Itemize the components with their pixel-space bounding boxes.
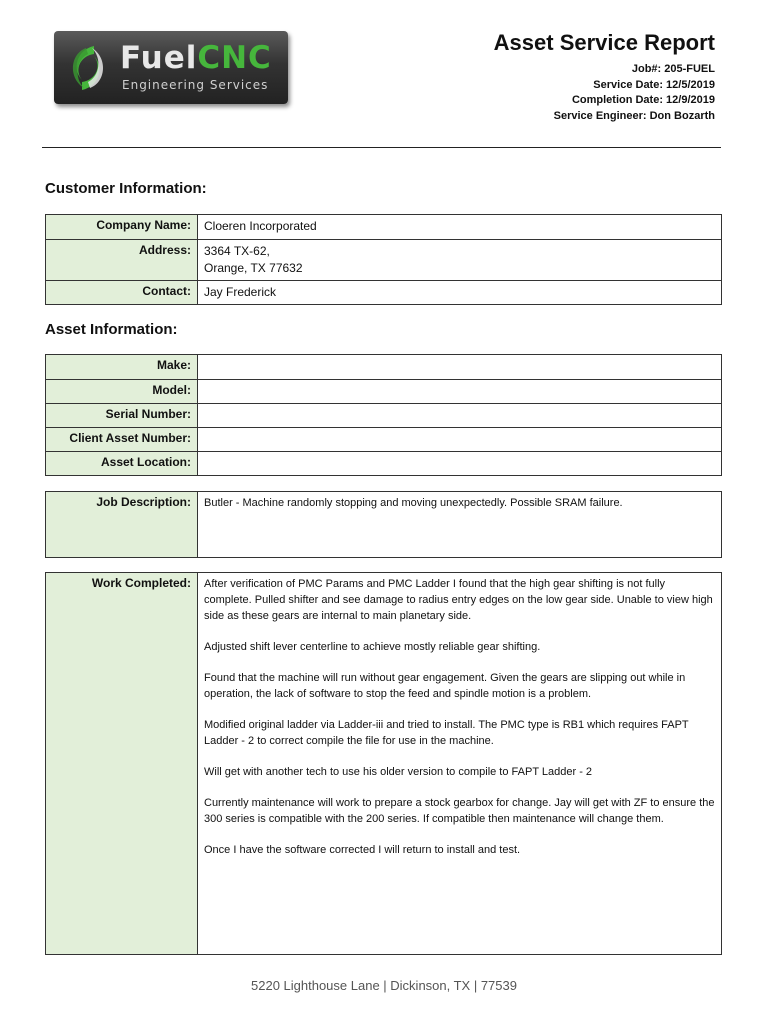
header-divider bbox=[42, 147, 721, 148]
model-value bbox=[198, 380, 722, 404]
work-completed-table bbox=[45, 572, 722, 955]
address-label: Address: bbox=[46, 240, 198, 281]
address-value bbox=[198, 240, 722, 281]
asset-location-value bbox=[198, 452, 722, 476]
footer-address: 5220 Lighthouse Lane | Dickinson, TX | 77539 bbox=[251, 978, 517, 993]
table-row bbox=[46, 452, 722, 476]
work-paragraph: Currently maintenance will work to prepare a stock gearbox for change. Jay will get with ZF to ensure the 300 series is compatible with the 200 series. If compatible then maintenance will change them. bbox=[204, 797, 715, 825]
service-engineer: Service Engineer: Don Bozarth bbox=[553, 109, 715, 122]
logo-brand bbox=[120, 40, 272, 76]
address-line-1: 3364 TX-62, bbox=[204, 244, 270, 258]
job-description-label: Job Description: bbox=[46, 492, 198, 558]
serial-number-value bbox=[198, 404, 722, 428]
work-paragraph: Found that the machine will run without gear engagement. Given the gears are slipping out while in operation, the lack of software to stop the feed and spindle motion is a problem. bbox=[204, 672, 686, 700]
report-title: Asset Service Report bbox=[493, 30, 715, 55]
table-row bbox=[46, 380, 722, 404]
serial-number-label: Serial Number: bbox=[46, 404, 198, 428]
work-completed-label: Work Completed: bbox=[46, 573, 198, 955]
customer-section-title: Customer Information: bbox=[45, 180, 207, 197]
table-row bbox=[46, 215, 722, 240]
client-asset-number-label: Client Asset Number: bbox=[46, 428, 198, 452]
company-name-value: Cloeren Incorporated bbox=[198, 215, 722, 240]
table-row bbox=[46, 355, 722, 380]
table-row bbox=[46, 281, 722, 305]
table-row bbox=[46, 573, 722, 955]
logo-tagline: Engineering Services bbox=[122, 78, 269, 92]
work-paragraph: Once I have the software corrected I will return to install and test. bbox=[204, 844, 521, 856]
work-paragraph: Modified original ladder via Ladder-iii and tried to install. The PMC type is RB1 which requires FAPT Ladder - 2 to correct compile the file for use in the machine. bbox=[204, 719, 689, 747]
table-row bbox=[46, 240, 722, 281]
completion-date: Completion Date: 12/9/2019 bbox=[571, 94, 715, 106]
make-label: Make: bbox=[46, 355, 198, 380]
job-description-value: Butler - Machine randomly stopping and moving unexpectedly. Possible SRAM failure. bbox=[198, 492, 722, 558]
contact-value: Jay Frederick bbox=[198, 281, 722, 305]
company-name-label: Company Name: bbox=[46, 215, 198, 240]
asset-location-label: Asset Location: bbox=[46, 452, 198, 476]
job-description-table bbox=[45, 491, 722, 558]
work-completed-value bbox=[198, 573, 722, 955]
table-row bbox=[46, 428, 722, 452]
table-row bbox=[46, 492, 722, 558]
contact-label: Contact: bbox=[46, 281, 198, 305]
work-paragraph: Adjusted shift lever centerline to achieve mostly reliable gear shifting. bbox=[204, 641, 541, 653]
make-value bbox=[198, 355, 722, 380]
asset-section-title: Asset Information: bbox=[45, 321, 178, 338]
work-paragraph: After verification of PMC Params and PMC Ladder I found that the high gear shifting is not fully complete. Pulled shifter and see damage to radius entry edges on the low gear side. Unable to view high side as these gears are internal to main planetary side. bbox=[204, 578, 713, 622]
customer-table bbox=[45, 214, 722, 305]
asset-table bbox=[45, 354, 722, 476]
company-logo bbox=[54, 31, 288, 104]
address-line-2: Orange, TX 77632 bbox=[204, 261, 303, 275]
job-number: Job#: 205-FUEL bbox=[631, 63, 715, 75]
table-row bbox=[46, 404, 722, 428]
report-header bbox=[494, 30, 715, 124]
service-date: Service Date: 12/5/2019 bbox=[593, 78, 715, 91]
logo-brand-main: Fuel bbox=[120, 40, 198, 76]
model-label: Model: bbox=[46, 380, 198, 404]
fuel-swirl-icon bbox=[64, 40, 112, 96]
work-paragraph: Will get with another tech to use his older version to compile to FAPT Ladder - 2 bbox=[204, 766, 593, 778]
logo-brand-accent: CNC bbox=[197, 40, 272, 76]
client-asset-number-value bbox=[198, 428, 722, 452]
